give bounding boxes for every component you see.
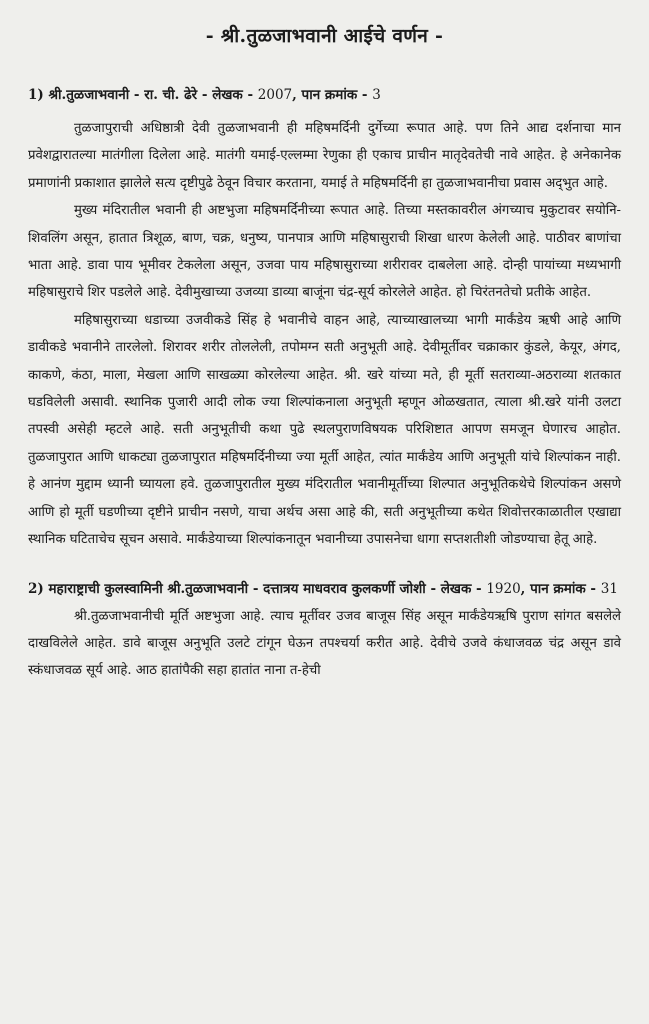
- source-1-page: 3: [372, 87, 381, 103]
- source-1-year: 2007: [257, 87, 293, 103]
- source-1-page-label: , पान क्रमांक -: [292, 87, 373, 103]
- source-heading-2: [28, 576, 621, 603]
- source-2-page: 31: [600, 580, 618, 597]
- source-2-label: 2) महाराष्ट्राची कुलस्वामिनी श्री.तुळजाभवानी - दत्तात्रय माधवराव कुलकर्णी जोशी - लेखक -: [28, 580, 487, 597]
- source-2-page-label: , पान क्रमांक -: [520, 580, 601, 597]
- source-1-label: 1) श्री.तुळजाभवानी - रा. ची. ढेरे - लेखक -: [28, 87, 258, 103]
- source-2-year: 1920: [486, 580, 521, 597]
- paragraph-2: मुख्य मंदिरातील भवानी ही अष्टभुजा महिषमर्दिनीच्या रूपात आहे. तिच्या मस्तकावरील अंगच्याच मुकुटावर सयोनि-शिवलिंग असून, हातात त्रिशूळ, बाण, चक्र, धनुष्य, पानपात्र आणि महिषासुराची शिखा धारण केलेली आहे. पाठीवर बाणांचा भाता आहे. डावा पाय भूमीवर टेकलेला असून, उजवा पाय महिषासुराच्या शरीरावर दाबलेला आहे. दोन्ही पायांच्या मध्यभागी महिषासुराचे शिर पडलेले आहे. देवीमुखाच्या उजव्या डाव्या बाजूंना चंद्र-सूर्य कोरलेले आहेत. हो चिरंतनतेचो प्रतीके आहेत.: [28, 203, 621, 301]
- paragraph-3: महिषासुराच्या धडाच्या उजवीकडे सिंह हे भवानीचे वाहन आहे, त्याच्याखालच्या भागी मार्कंडेय ऋषी आहे आणि डावीकडे भवानीने तारलेलो. शिरावर शरीर तोललेली, तपोमग्न सती अनुभूती आहे. देवीमूर्तीवर चक्राकार कुंडले, केयूर, अंगद, काकणे, कंठा, माला, मेखला आणि साखळ्या कोरलेल्या आहेत. श्री. खरे यांच्या मते, ही मूर्ती सतराव्या-अठराव्या शतकात घडविलेली असावी. स्थानिक पुजारी आदी लोक ज्या शिल्पांकनाला अनुभूती म्हणून ओळखतात, त्याला श्री.खरे यांनी उलटा तपस्वी असेही म्हटले आहे. सती अनुभूतीची कथा पुढे स्थलपुराणविषयक परिशिष्टात आपण समजून घेणारच आहोत. तुळजापुरात आणि धाकट्या तुळजापुरात महिषमर्दिनीच्या ज्या मूर्ती आहेत, त्यांत मार्कंडेय आणि अनुभूती यांचे शिल्पांकन नाही. हे आनंण मुद्दाम ध्यानी घ्यायला हवे. तुळजापुरातील मुख्य मंदिरातील भवानीमूर्तीच्या शिल्पात अनुभूतिकथेचे शिल्पांकन असणे आणि हो मूर्ती घडणीच्या दृष्टीने प्राचीन नसणे, याचा अर्थच असा आहे की, सती अनुभूतीच्या कथेत शिवोत्तरकाळातील एखाद्या स्थानिक घटिताचेच सूचन असावे. मार्कंडेयाच्या शिल्पांकनातून भवानीच्या उपासनेचा धागा सप्तशतीशी जोडण्याचा हेतू आहे.: [28, 312, 621, 548]
- paragraph-1: तुळजापुराची अधिष्ठात्री देवी तुळजाभवानी ही महिषमर्दिनी दुर्गेच्या रूपात आहे. पण तिने आद्य दर्शनाचा मान प्रवेशद्वारातल्या मातंगीला दिलेला आहे. मातंगी यमाई-एल्लम्मा रेणुका ही एकाच प्राचीन मातृदेवतेची नावे आहेत. हे अनेकानेक प्रमाणांनी प्रकाशात झालेले सत्य दृष्टीपुढे ठेवून विचार करताना, यमाई ते महिषमर्दिनी हा तुळजाभवानीचा प्रवास अद्‌भुत आहे.: [28, 121, 621, 191]
- paragraph-4: श्री.तुळजाभवानीची मूर्ति अष्टभुजा आहे. त्याच मूर्तीवर उजव बाजूस सिंह असून मार्कंडेयऋषि पुराण सांगत बसलेले दाखविलेले आहेत. डावे बाजूस अनुभूति उलटे टांगून घेऊन तपश्चर्या करीत आहे. देवीचे उजवे कंधाजवळ चंद्र असून डावे स्कंधाजवळ सूर्य आहे. आठ हातांपैकी सहा हातांत नाना त-हेची: [28, 608, 621, 679]
- page-title: - श्री.तुळजाभवानी आईचे वर्णन -: [205, 25, 444, 47]
- source-heading-1: [28, 82, 621, 109]
